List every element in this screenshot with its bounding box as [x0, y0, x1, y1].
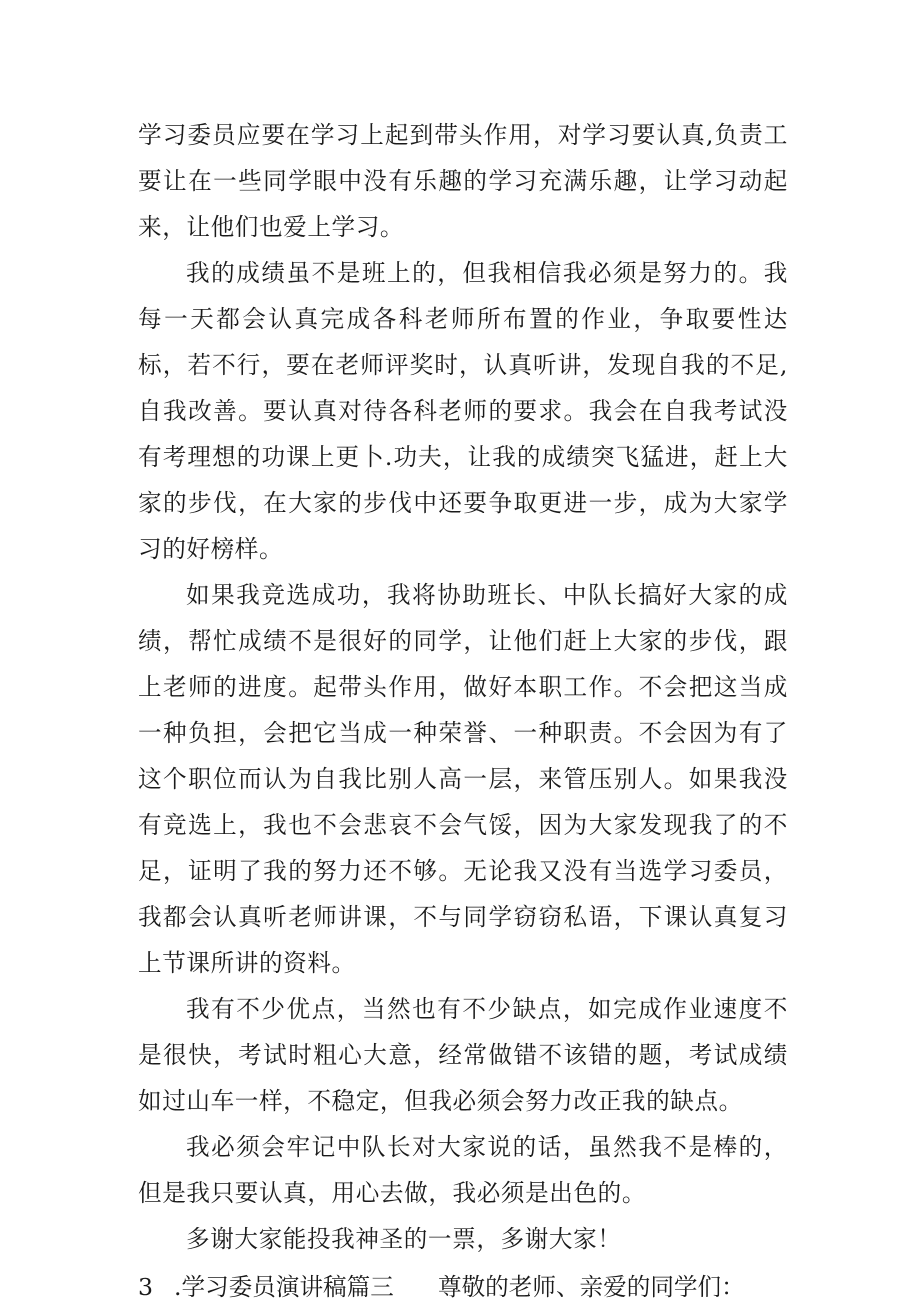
paragraph-strengths: 我有不少优点，当然也有不少缺点，如完成作业速度不是很快，考试时粗心大意，经常做错不该错的题，考试成绩如过山车一样，不稳定，但我必须会努力改正我的缺点。: [138, 995, 788, 1115]
section-heading: [138, 1264, 788, 1310]
document-body: [138, 112, 788, 1310]
section-greeting: 尊敬的老师、亲爱的同学们：: [438, 1273, 745, 1301]
paragraph-thanks: 多谢大家能投我神圣的一票，多谢大家！: [186, 1225, 622, 1253]
paragraph-grades: 我的成绩虽不是班上的，但我相信我必须是努力的。我每一天都会认真完成各科老师所布置的作业，争取要性达标，若不行，要在老师评奖时，认真听讲，发现自我的不足,自我改善。要认真对待各科老师的要求。我会在自我考试没有考理想的功课上更卜.功夫，让我的成绩突飞猛进，赶上大家的步伐，在大家的步伐中还要争取更进一步，成为大家学习的好榜样。: [138, 259, 788, 563]
paragraph-intro: 学习委员应要在学习上起到带头作用，对学习要认真,负责工要让在一些同学眼中没有乐趣的学习充满乐趣，让学习动起来，让他们也爱上学习。: [138, 121, 788, 241]
section-title: .学习委员演讲稿篇三: [174, 1273, 394, 1301]
section-number: 3: [138, 1273, 154, 1301]
paragraph-election: 如果我竞选成功，我将协助班长、中队长搞好大家的成绩，帮忙成绩不是很好的同学，让他们赶上大家的步伐，跟上老师的进度。起带头作用，做好本职工作。不会把这当成一种负担，会把它当成一种荣誉、一种职责。不会因为有了这个职位而认为自我比别人高一层，来管压别人。如果我没有竞选上，我也不会悲哀不会气馁，因为大家发现我了的不足，证明了我的努力还不够。无论我又没有当选学习委员，我都会认真听老师讲课，不与同学窃窃私语，下课认真复习上节课所讲的资料。: [138, 581, 788, 977]
paragraph-promise: 我必须会牢记中队长对大家说的话，虽然我不是棒的，但是我只要认真，用心去做，我必须是出色的。: [138, 1133, 788, 1207]
